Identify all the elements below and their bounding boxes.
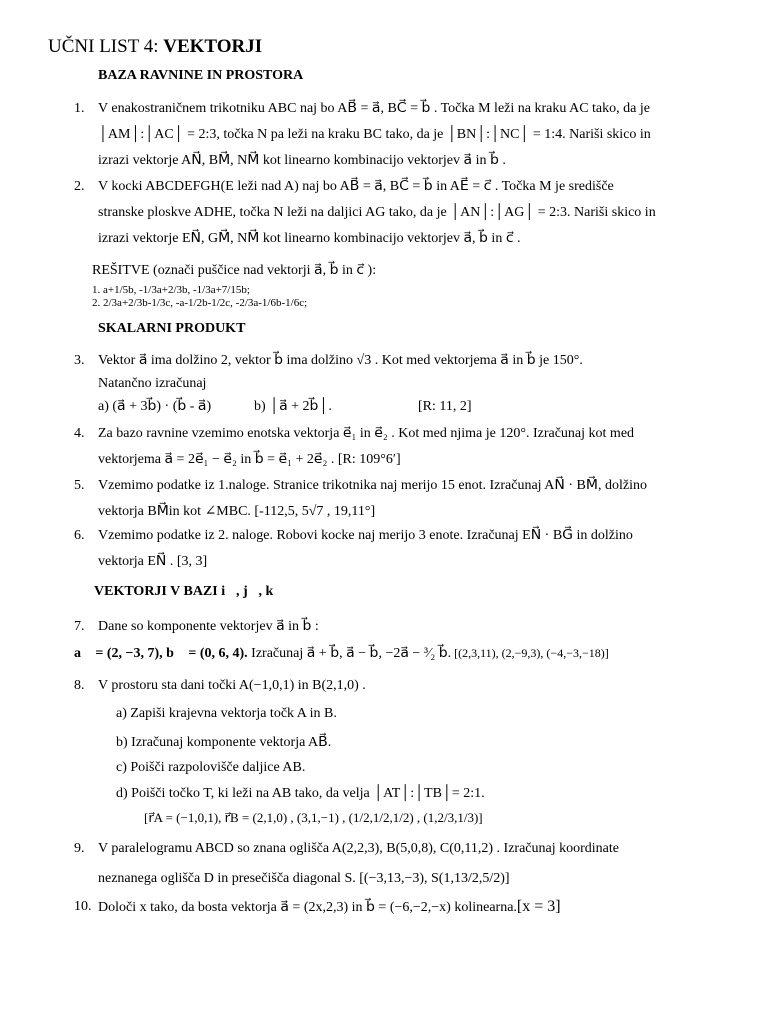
page-title — [48, 36, 262, 58]
subpart-c: c) Poišči razpolovišče daljice AB. — [116, 760, 306, 775]
problem-line: V paralelogramu ABCD so znana oglišča A(2,2,3), B(5,0,8), C(0,11,2) . Izračunaj koordinate — [98, 841, 619, 856]
problem-line: Vzemimo podatke iz 1.naloge. Stranice trikotnika naj merijo 15 enot. Izračunaj AN⃗ · BM⃗, dolžino — [98, 478, 647, 493]
task-text: Izračunaj a⃗ + b⃗, a⃗ − b⃗, −2a⃗ − ³⁄₂ b⃗. — [247, 646, 452, 661]
problem-line: Dane so komponente vektorjev a⃗ in b⃗ : — [98, 619, 319, 634]
problem-number: 2. — [74, 179, 85, 194]
problem-subparts — [98, 394, 714, 420]
problem-number: 10. — [74, 899, 92, 914]
problem-9 — [74, 836, 714, 892]
problem-line: V prostoru sta dani točki A(−1,0,1) in B(2,1,0) . — [98, 678, 366, 693]
problem-8-answer: [r⃗A = (−1,0,1), r⃗B = (2,1,0) , (3,1,−1) , (1/2,1/2,1/2) , (1,2/3,1/3)] — [144, 810, 483, 825]
problem-text: Določi x tako, da bosta vektorja a⃗ = (2x,2,3) in b⃗ = (−6,−2,−x) kolinearna. — [98, 900, 517, 915]
subpart-answer: [R: 11, 2] — [418, 399, 472, 414]
solution-2: 2. 2/3a+2/3b-1/3c, -a-1/2b-1/2c, -2/3a-1/6b-1/6c; — [92, 297, 308, 309]
problem-line: stranske ploskve ADHE, točka N leži na daljici AG tako, da je │AN│:│AG│ = 2:3. Nariši skico in — [98, 205, 656, 220]
problem-6 — [74, 523, 714, 575]
problem-line: neznanega oglišča D in presečišča diagonal S. [(−3,13,−3), S(1,13/2,5/2)] — [98, 871, 510, 886]
given-vectors: a⃗ = (2, −3, 7), b⃗ = (0, 6, 4). — [74, 646, 248, 661]
subpart-d: d) Poišči točko T, ki leži na AB tako, da velja │AT│:│TB│= 2:1. — [116, 786, 485, 801]
problem-line: Za bazo ravnine vzemimo enotska vektorja e⃗₁ in e⃗₂ . Kot med njima je 120°. Izračunaj kot med — [98, 426, 635, 441]
title-main: VEKTORJI — [163, 36, 263, 57]
problem-number: 9. — [74, 841, 85, 856]
problem-line — [74, 640, 714, 667]
problem-line: vektorja EN⃗ . [3, 3] — [98, 554, 208, 569]
problem-2 — [74, 174, 714, 252]
problem-number: 6. — [74, 528, 85, 543]
problem-line: Vzemimo podatke iz 2. naloge. Robovi kocke naj merijo 3 enote. Izračunaj EN⃗ · BG⃗ in dolžino — [98, 528, 633, 543]
solution-1: 1. a+1/5b, -1/3a+2/3b, -1/3a+7/15b; — [92, 284, 250, 296]
section-heading-scalar: SKALARNI PRODUKT — [98, 321, 246, 336]
problem-7 — [74, 614, 714, 667]
section-heading-basis: BAZA RAVNINE IN PROSTORA — [98, 68, 304, 83]
problem-10 — [74, 894, 714, 921]
subpart-a: a) Zapiši krajevna vektorja točk A in B. — [116, 706, 337, 721]
problem-line: Vektor a⃗ ima dolžino 2, vektor b⃗ ima dolžino √3 . Kot med vektorjema a⃗ in b⃗ je 150°. — [98, 353, 583, 368]
problem-3 — [74, 348, 714, 420]
problem-number: 1. — [74, 101, 85, 116]
problem-number: 3. — [74, 353, 85, 368]
problem-line: V kocki ABCDEFGH(E leži nad A) naj bo AB⃗ = a⃗, BC⃗ = b⃗ in AE⃗ = c⃗ . Točka M je središče — [98, 179, 614, 194]
problem-number: 5. — [74, 478, 85, 493]
problem-line: Natančno izračunaj — [98, 376, 207, 391]
problem-line: izrazi vektorje EN⃗, GM⃗, NM⃗ kot linearno kombinacijo vektorjev a⃗, b⃗ in c⃗ . — [98, 231, 521, 246]
title-prefix: UČNI LIST 4: — [48, 36, 164, 57]
subpart-a: a) (a⃗ + 3b⃗) · (b⃗ - a⃗) — [98, 399, 212, 414]
problem-number: 4. — [74, 426, 85, 441]
problem-line: │AM│:│AC│ = 2:3, točka N pa leži na kraku BC tako, da je │BN│:│NC│ = 1:4. Nariši skico in — [98, 127, 651, 142]
problem-line: V enakostraničnem trikotniku ABC naj bo AB⃗ = a⃗, BC⃗ = b⃗ . Točka M leži na kraku AC tako, da je — [98, 101, 650, 116]
problem-number: 7. — [74, 619, 85, 634]
answer-text: [(2,3,11), (2,−9,3), (−4,−3,−18)] — [451, 646, 609, 660]
problem-line: vektorjema a⃗ = 2e⃗₁ − e⃗₂ in b⃗ = e⃗₁ + 2e⃗₂ . [R: 109°6′] — [98, 452, 401, 467]
section-heading-basis-ijk: VEKTORJI V BAZI i⃗, j⃗, k⃗ — [94, 584, 285, 599]
problem-number: 8. — [74, 678, 85, 693]
problem-line — [98, 894, 714, 921]
problem-1 — [74, 96, 714, 174]
problem-5 — [74, 473, 714, 525]
subpart-b: b) Izračunaj komponente vektorja AB⃗. — [116, 735, 332, 750]
problem-4 — [74, 421, 714, 473]
problem-line: vektorja BM⃗in kot ∠MBC. [-112,5, 5√7 , 19,11°] — [98, 504, 376, 519]
problem-line: izrazi vektorje AN⃗, BM⃗, NM⃗ kot linearno kombinacijo vektorjev a⃗ in b⃗ . — [98, 153, 506, 168]
subpart-b: b) │a⃗ + 2b⃗│. — [254, 399, 332, 414]
answer-text: [x = 3] — [516, 898, 561, 915]
solutions-heading: REŠITVE (označi puščice nad vektorji a⃗, b⃗ in c⃗ ): — [92, 263, 377, 278]
problem-8 — [74, 673, 714, 699]
